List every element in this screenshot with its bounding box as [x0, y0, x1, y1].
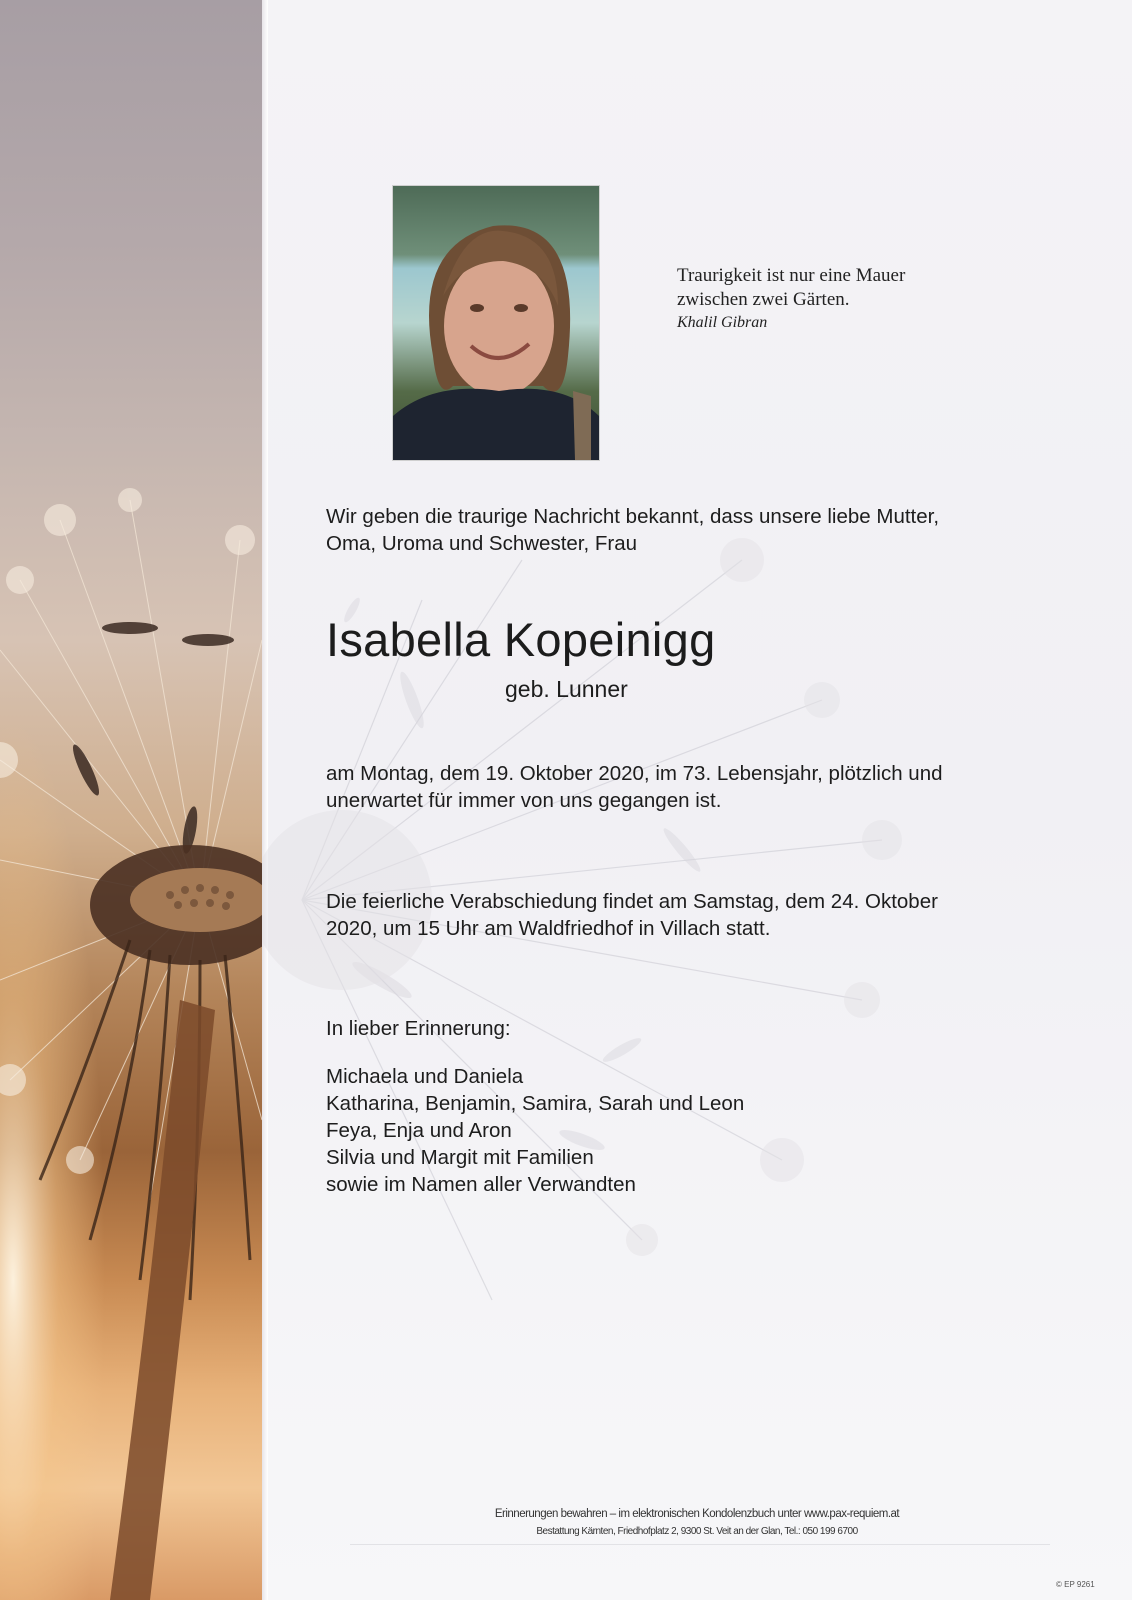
maiden-name: geb. Lunner [505, 676, 628, 702]
mourner-line: Katharina, Benjamin, Samira, Sarah und Leon [326, 1092, 745, 1115]
deceased-name: Isabella Kopeinigg [326, 613, 716, 666]
intro-line: Wir geben die traurige Nachricht bekannt, dass unsere liebe Mutter, [326, 505, 940, 528]
quote-line: zwischen zwei Gärten. [677, 289, 850, 310]
mourner-line: Silvia und Margit mit Familien [326, 1146, 594, 1169]
death-notice-line: unerwartet für immer von uns gegangen ist. [326, 789, 722, 812]
footer-address-line: Bestattung Kärnten, Friedhofplatz 2, 9300 St. Veit an der Glan, Tel.: 050 199 6700 [536, 1526, 858, 1537]
mourners-list [326, 1063, 744, 1198]
funeral-line: 2020, um 15 Uhr am Waldfriedhof in Villach statt. [326, 917, 771, 940]
dandelion-illustration [0, 0, 262, 1600]
portrait-image [393, 186, 599, 460]
quote-line: Traurigkeit ist nur eine Mauer [677, 265, 906, 286]
footer-condolence-line: Erinnerungen bewahren – im elektronischen Kondolenzbuch unter www.pax-requiem.at [494, 1508, 900, 1520]
memory-heading: In lieber Erinnerung: [326, 1017, 511, 1040]
intro-line: Oma, Uroma und Schwester, Frau [326, 532, 638, 555]
funeral-line: Die feierliche Verabschiedung findet am Samstag, dem 24. Oktober [326, 890, 938, 913]
document-code: © EP 9261 [1056, 1580, 1095, 1589]
decorative-photo-band [0, 0, 262, 1600]
funeral-notice [326, 888, 938, 942]
announcement-intro [326, 503, 939, 557]
mourner-line: sowie im Namen aller Verwandten [326, 1173, 636, 1196]
mourner-line: Feya, Enja und Aron [326, 1119, 512, 1142]
portrait-photo [393, 186, 599, 460]
quote-block [677, 264, 905, 334]
quote-author: Khalil Gibran [677, 314, 768, 331]
footer-divider [350, 1544, 1050, 1545]
mourner-line: Michaela und Daniela [326, 1065, 524, 1088]
death-notice [326, 760, 943, 814]
death-notice-line: am Montag, dem 19. Oktober 2020, im 73. Lebensjahr, plötzlich und [326, 762, 943, 785]
